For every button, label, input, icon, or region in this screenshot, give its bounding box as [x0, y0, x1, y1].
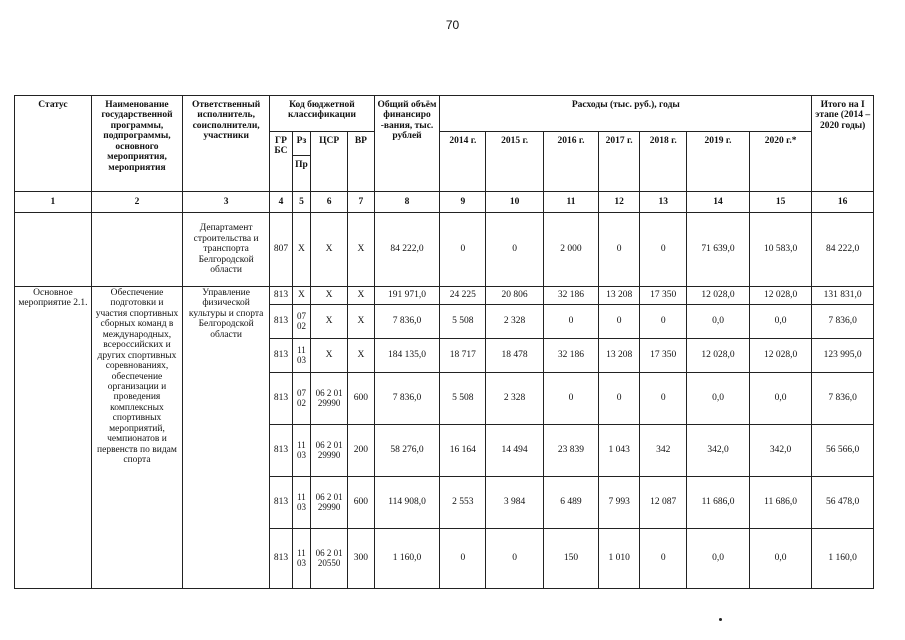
total-cell: 184 135,0 — [374, 339, 440, 373]
header-year: 2016 г. — [543, 132, 598, 192]
year-cell: 18 717 — [440, 339, 486, 373]
year-cell: 0 — [640, 305, 687, 339]
header-csr: ЦСР — [311, 132, 348, 192]
year-cell: 14 494 — [486, 425, 543, 477]
year-cell: 0 — [640, 213, 687, 287]
year-cell: 0 — [440, 213, 486, 287]
year-cell: 0 — [543, 305, 598, 339]
header-year: 2020 г.* — [749, 132, 812, 192]
year-cell: 12 028,0 — [749, 287, 812, 305]
total-cell: 191 971,0 — [374, 287, 440, 305]
year-cell: 12 028,0 — [687, 287, 750, 305]
grbs-cell: 813 — [270, 339, 293, 373]
year-cell: 0,0 — [687, 373, 750, 425]
year-cell: 342,0 — [749, 425, 812, 477]
year-cell: 13 208 — [599, 287, 640, 305]
total-cell: 7 836,0 — [374, 373, 440, 425]
year-cell: 32 186 — [543, 339, 598, 373]
vr-cell: 600 — [348, 477, 375, 529]
col-number: 8 — [374, 192, 440, 213]
itogo-cell: 84 222,0 — [812, 213, 874, 287]
year-cell: 0 — [640, 373, 687, 425]
year-cell: 17 350 — [640, 287, 687, 305]
vr-cell: Х — [348, 305, 375, 339]
header-grbs: ГР БС — [270, 132, 293, 192]
csr-cell: 06 2 01 29990 — [311, 425, 348, 477]
year-cell: 12 087 — [640, 477, 687, 529]
rzpr-cell: 07 02 — [292, 373, 310, 425]
header-expenses: Расходы (тыс. руб.), годы — [440, 96, 812, 132]
year-cell: 0 — [486, 213, 543, 287]
name-cell: Обеспечение подготовки и участия спортивных сборных команд в международных, всероссийских и других спортивных соревнованиях, обеспечение организации и проведения комплексных спортивных мероприятий, чемпионатов и первенств по видам спорта — [91, 287, 182, 589]
col-number: 5 — [292, 192, 310, 213]
year-cell: 0 — [599, 213, 640, 287]
page-number: 70 — [445, 18, 460, 32]
csr-cell: Х — [311, 339, 348, 373]
header-year: 2018 г. — [640, 132, 687, 192]
col-number: 4 — [270, 192, 293, 213]
year-cell: 0 — [440, 529, 486, 589]
csr-cell: Х — [311, 287, 348, 305]
year-cell: 0 — [599, 373, 640, 425]
itogo-cell: 56 478,0 — [812, 477, 874, 529]
responsible-cell: Управление физической культуры и спорта Белгородской области — [183, 287, 270, 589]
year-cell: 0 — [543, 373, 598, 425]
year-cell: 12 028,0 — [687, 339, 750, 373]
itogo-cell: 7 836,0 — [812, 305, 874, 339]
year-cell: 1 043 — [599, 425, 640, 477]
year-cell: 7 993 — [599, 477, 640, 529]
rzpr-cell: 07 02 — [292, 305, 310, 339]
csr-cell: Х — [311, 305, 348, 339]
header-total-volume: Общий объём финансиро -вания, тыс. рублей — [374, 96, 440, 192]
year-cell: 6 489 — [543, 477, 598, 529]
year-cell: 10 583,0 — [749, 213, 812, 287]
vr-cell: Х — [348, 339, 375, 373]
col-number: 10 — [486, 192, 543, 213]
grbs-cell: 813 — [270, 425, 293, 477]
col-number: 6 — [311, 192, 348, 213]
responsible-cell: Департамент строительства и транспорта Белгородской области — [183, 213, 270, 287]
itogo-cell: 1 160,0 — [812, 529, 874, 589]
status-cell: Основное мероприятие 2.1. — [15, 287, 92, 589]
grbs-cell: 813 — [270, 529, 293, 589]
year-cell: 17 350 — [640, 339, 687, 373]
col-number: 12 — [599, 192, 640, 213]
year-cell: 0,0 — [749, 305, 812, 339]
col-number: 11 — [543, 192, 598, 213]
vr-cell: 200 — [348, 425, 375, 477]
year-cell: 3 984 — [486, 477, 543, 529]
grbs-cell: 807 — [270, 213, 293, 287]
budget-table — [14, 95, 874, 589]
rzpr-cell: 11 03 — [292, 339, 310, 373]
itogo-cell: 123 995,0 — [812, 339, 874, 373]
year-cell: 0 — [486, 529, 543, 589]
rzpr-cell: Х — [292, 213, 310, 287]
year-cell: 11 686,0 — [749, 477, 812, 529]
year-cell: 32 186 — [543, 287, 598, 305]
total-cell: 1 160,0 — [374, 529, 440, 589]
year-cell: 20 806 — [486, 287, 543, 305]
header-year: 2017 г. — [599, 132, 640, 192]
status-cell — [15, 213, 92, 287]
header-itogo: Итого на I этапе (2014 – 2020 годы) — [812, 96, 874, 192]
itogo-cell: 56 566,0 — [812, 425, 874, 477]
csr-cell: Х — [311, 213, 348, 287]
year-cell: 150 — [543, 529, 598, 589]
year-cell: 24 225 — [440, 287, 486, 305]
header-budget-code: Код бюджетной классификации — [270, 96, 375, 132]
year-cell: 12 028,0 — [749, 339, 812, 373]
year-cell: 18 478 — [486, 339, 543, 373]
col-number: 14 — [687, 192, 750, 213]
header-year: 2015 г. — [486, 132, 543, 192]
year-cell: 0,0 — [749, 529, 812, 589]
year-cell: 5 508 — [440, 305, 486, 339]
total-cell: 7 836,0 — [374, 305, 440, 339]
header-vr: ВР — [348, 132, 375, 192]
rzpr-cell: 11 03 — [292, 529, 310, 589]
col-number: 3 — [183, 192, 270, 213]
year-cell: 342,0 — [687, 425, 750, 477]
year-cell: 2 000 — [543, 213, 598, 287]
rzpr-cell: Х — [292, 287, 310, 305]
year-cell: 0,0 — [687, 305, 750, 339]
header-name: Наименование государственной программы, подпрограммы, основного мероприятия, мероприятия — [91, 96, 182, 192]
table-row — [15, 287, 874, 305]
col-number: 15 — [749, 192, 812, 213]
vr-cell: 300 — [348, 529, 375, 589]
vr-cell: Х — [348, 213, 375, 287]
col-number: 13 — [640, 192, 687, 213]
grbs-cell: 813 — [270, 373, 293, 425]
total-cell: 114 908,0 — [374, 477, 440, 529]
header-year: 2019 г. — [687, 132, 750, 192]
year-cell: 16 164 — [440, 425, 486, 477]
year-cell: 2 328 — [486, 305, 543, 339]
vr-cell: 600 — [348, 373, 375, 425]
year-cell: 1 010 — [599, 529, 640, 589]
csr-cell: 06 2 01 29990 — [311, 373, 348, 425]
header-responsible: Ответственный исполнитель, соисполнители, участники — [183, 96, 270, 192]
year-cell: 2 328 — [486, 373, 543, 425]
year-cell: 5 508 — [440, 373, 486, 425]
col-number: 16 — [812, 192, 874, 213]
year-cell: 2 553 — [440, 477, 486, 529]
header-status: Статус — [15, 96, 92, 192]
year-cell: 0,0 — [687, 529, 750, 589]
csr-cell: 06 2 01 20550 — [311, 529, 348, 589]
rzpr-cell: 11 03 — [292, 477, 310, 529]
vr-cell: Х — [348, 287, 375, 305]
header-year: 2014 г. — [440, 132, 486, 192]
year-cell: 0 — [640, 529, 687, 589]
year-cell: 0,0 — [749, 373, 812, 425]
rzpr-cell: 11 03 — [292, 425, 310, 477]
total-cell: 84 222,0 — [374, 213, 440, 287]
year-cell: 13 208 — [599, 339, 640, 373]
total-cell: 58 276,0 — [374, 425, 440, 477]
year-cell: 0 — [599, 305, 640, 339]
header-pr: Пр — [292, 156, 310, 192]
header-rz: Рз — [292, 132, 310, 156]
col-number: 9 — [440, 192, 486, 213]
table-row — [15, 213, 874, 287]
itogo-cell: 131 831,0 — [812, 287, 874, 305]
itogo-cell: 7 836,0 — [812, 373, 874, 425]
grbs-cell: 813 — [270, 287, 293, 305]
col-number: 1 — [15, 192, 92, 213]
year-cell: 71 639,0 — [687, 213, 750, 287]
col-number: 7 — [348, 192, 375, 213]
year-cell: 11 686,0 — [687, 477, 750, 529]
year-cell: 342 — [640, 425, 687, 477]
year-cell: 23 839 — [543, 425, 598, 477]
col-number: 2 — [91, 192, 182, 213]
grbs-cell: 813 — [270, 305, 293, 339]
scan-speck — [719, 618, 722, 621]
csr-cell: 06 2 01 29990 — [311, 477, 348, 529]
grbs-cell: 813 — [270, 477, 293, 529]
name-cell — [91, 213, 182, 287]
